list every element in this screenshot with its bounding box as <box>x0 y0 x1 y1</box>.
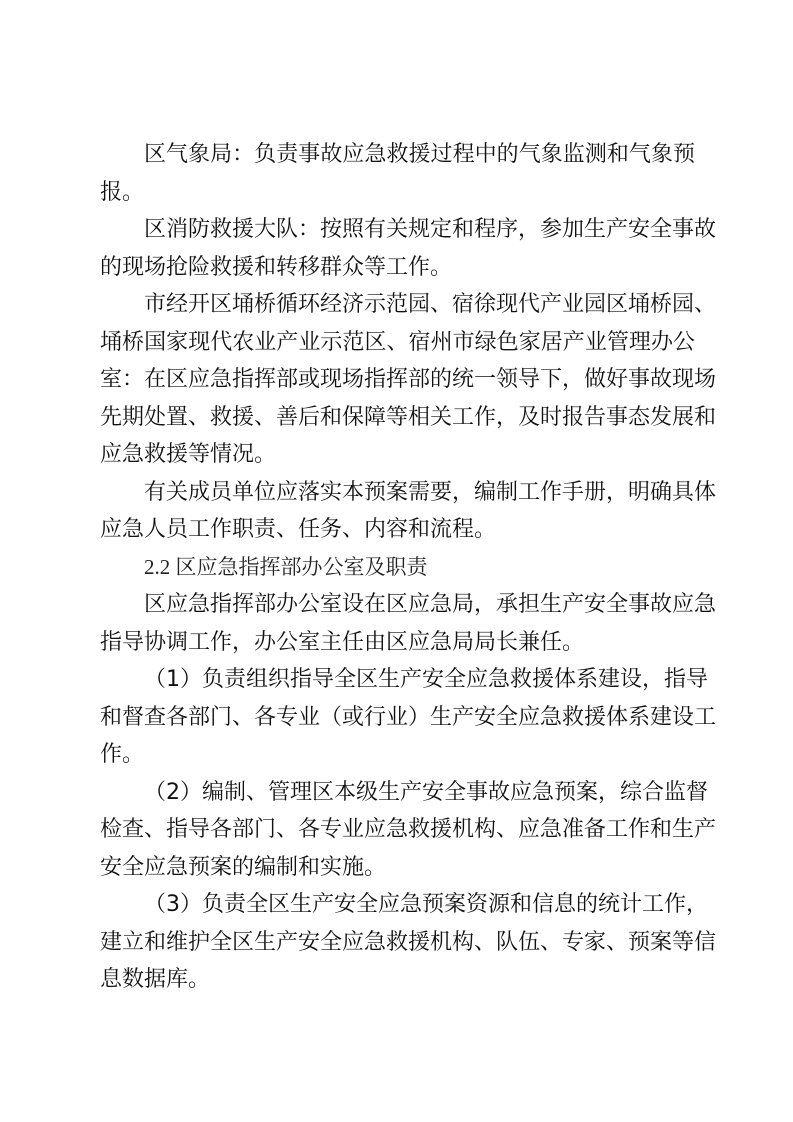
paragraph-item-2 <box>100 774 717 887</box>
text-line: 埇桥国家现代农业产业示范区、宿州市绿色家居产业管理办公 <box>100 329 695 355</box>
text-line: 应急救援等情况。 <box>100 442 277 467</box>
document-body <box>100 136 717 999</box>
paragraph-fire-rescue <box>100 211 717 286</box>
paragraph-member-units <box>100 474 717 549</box>
text-line: 有关成员单位应落实本预案需要，编制工作手册，明确具体 <box>144 479 717 505</box>
text-line: 先期处置、救援、善后和保障等相关工作，及时报告事态发展和 <box>100 404 717 430</box>
text-line: （2）编制、管理区本级生产安全事故应急预案，综合监督 <box>144 779 708 805</box>
text-line: 作。 <box>100 742 145 767</box>
text-line: （3）负责全区生产安全应急预案资源和信息的统计工作， <box>144 892 708 917</box>
text-line: 区应急指挥部办公室设在区应急局，承担生产安全事故应急 <box>144 592 717 617</box>
text-line: 检查、指导各部门、各专业应急救援机构、应急准备工作和生产 <box>100 817 717 842</box>
text-line: 应急人员工作职责、任务、内容和流程。 <box>100 517 497 542</box>
text-line: 市经开区埇桥循环经济示范园、宿徐现代产业园区埇桥园、 <box>144 292 717 317</box>
text-line: 报。 <box>100 179 145 205</box>
paragraph-office <box>100 586 717 661</box>
text-line: 安全应急预案的编制和实施。 <box>100 854 387 880</box>
paragraph-parks <box>100 286 717 474</box>
section-heading-text: 2.2 区应急指挥部办公室及职责 <box>144 554 428 579</box>
text-line: 室：在区应急指挥部或现场指挥部的统一领导下，做好事故现场 <box>100 367 717 392</box>
text-line: 和督查各部门、各专业（或行业）生产安全应急救援体系建设工 <box>100 704 717 730</box>
section-heading <box>100 549 695 587</box>
text-line: 区消防救援大队：按照有关规定和程序，参加生产安全事故 <box>144 217 717 242</box>
text-line: 息数据库。 <box>100 967 211 992</box>
paragraph-item-3 <box>100 886 717 999</box>
text-line: （1）负责组织指导全区生产安全应急救援体系建设，指导 <box>144 667 708 692</box>
text-line: 建立和维护全区生产安全应急救援机构、队伍、专家、预案等信 <box>100 929 717 955</box>
paragraph-item-1 <box>100 661 717 774</box>
text-line: 的现场抢险救援和转移群众等工作。 <box>100 254 453 280</box>
text-line: 区气象局：负责事故应急救援过程中的气象监测和气象预 <box>144 142 695 167</box>
paragraph-meteorology-bureau <box>100 136 695 211</box>
text-line: 指导协调工作，办公室主任由区应急局局长兼任。 <box>100 629 585 655</box>
